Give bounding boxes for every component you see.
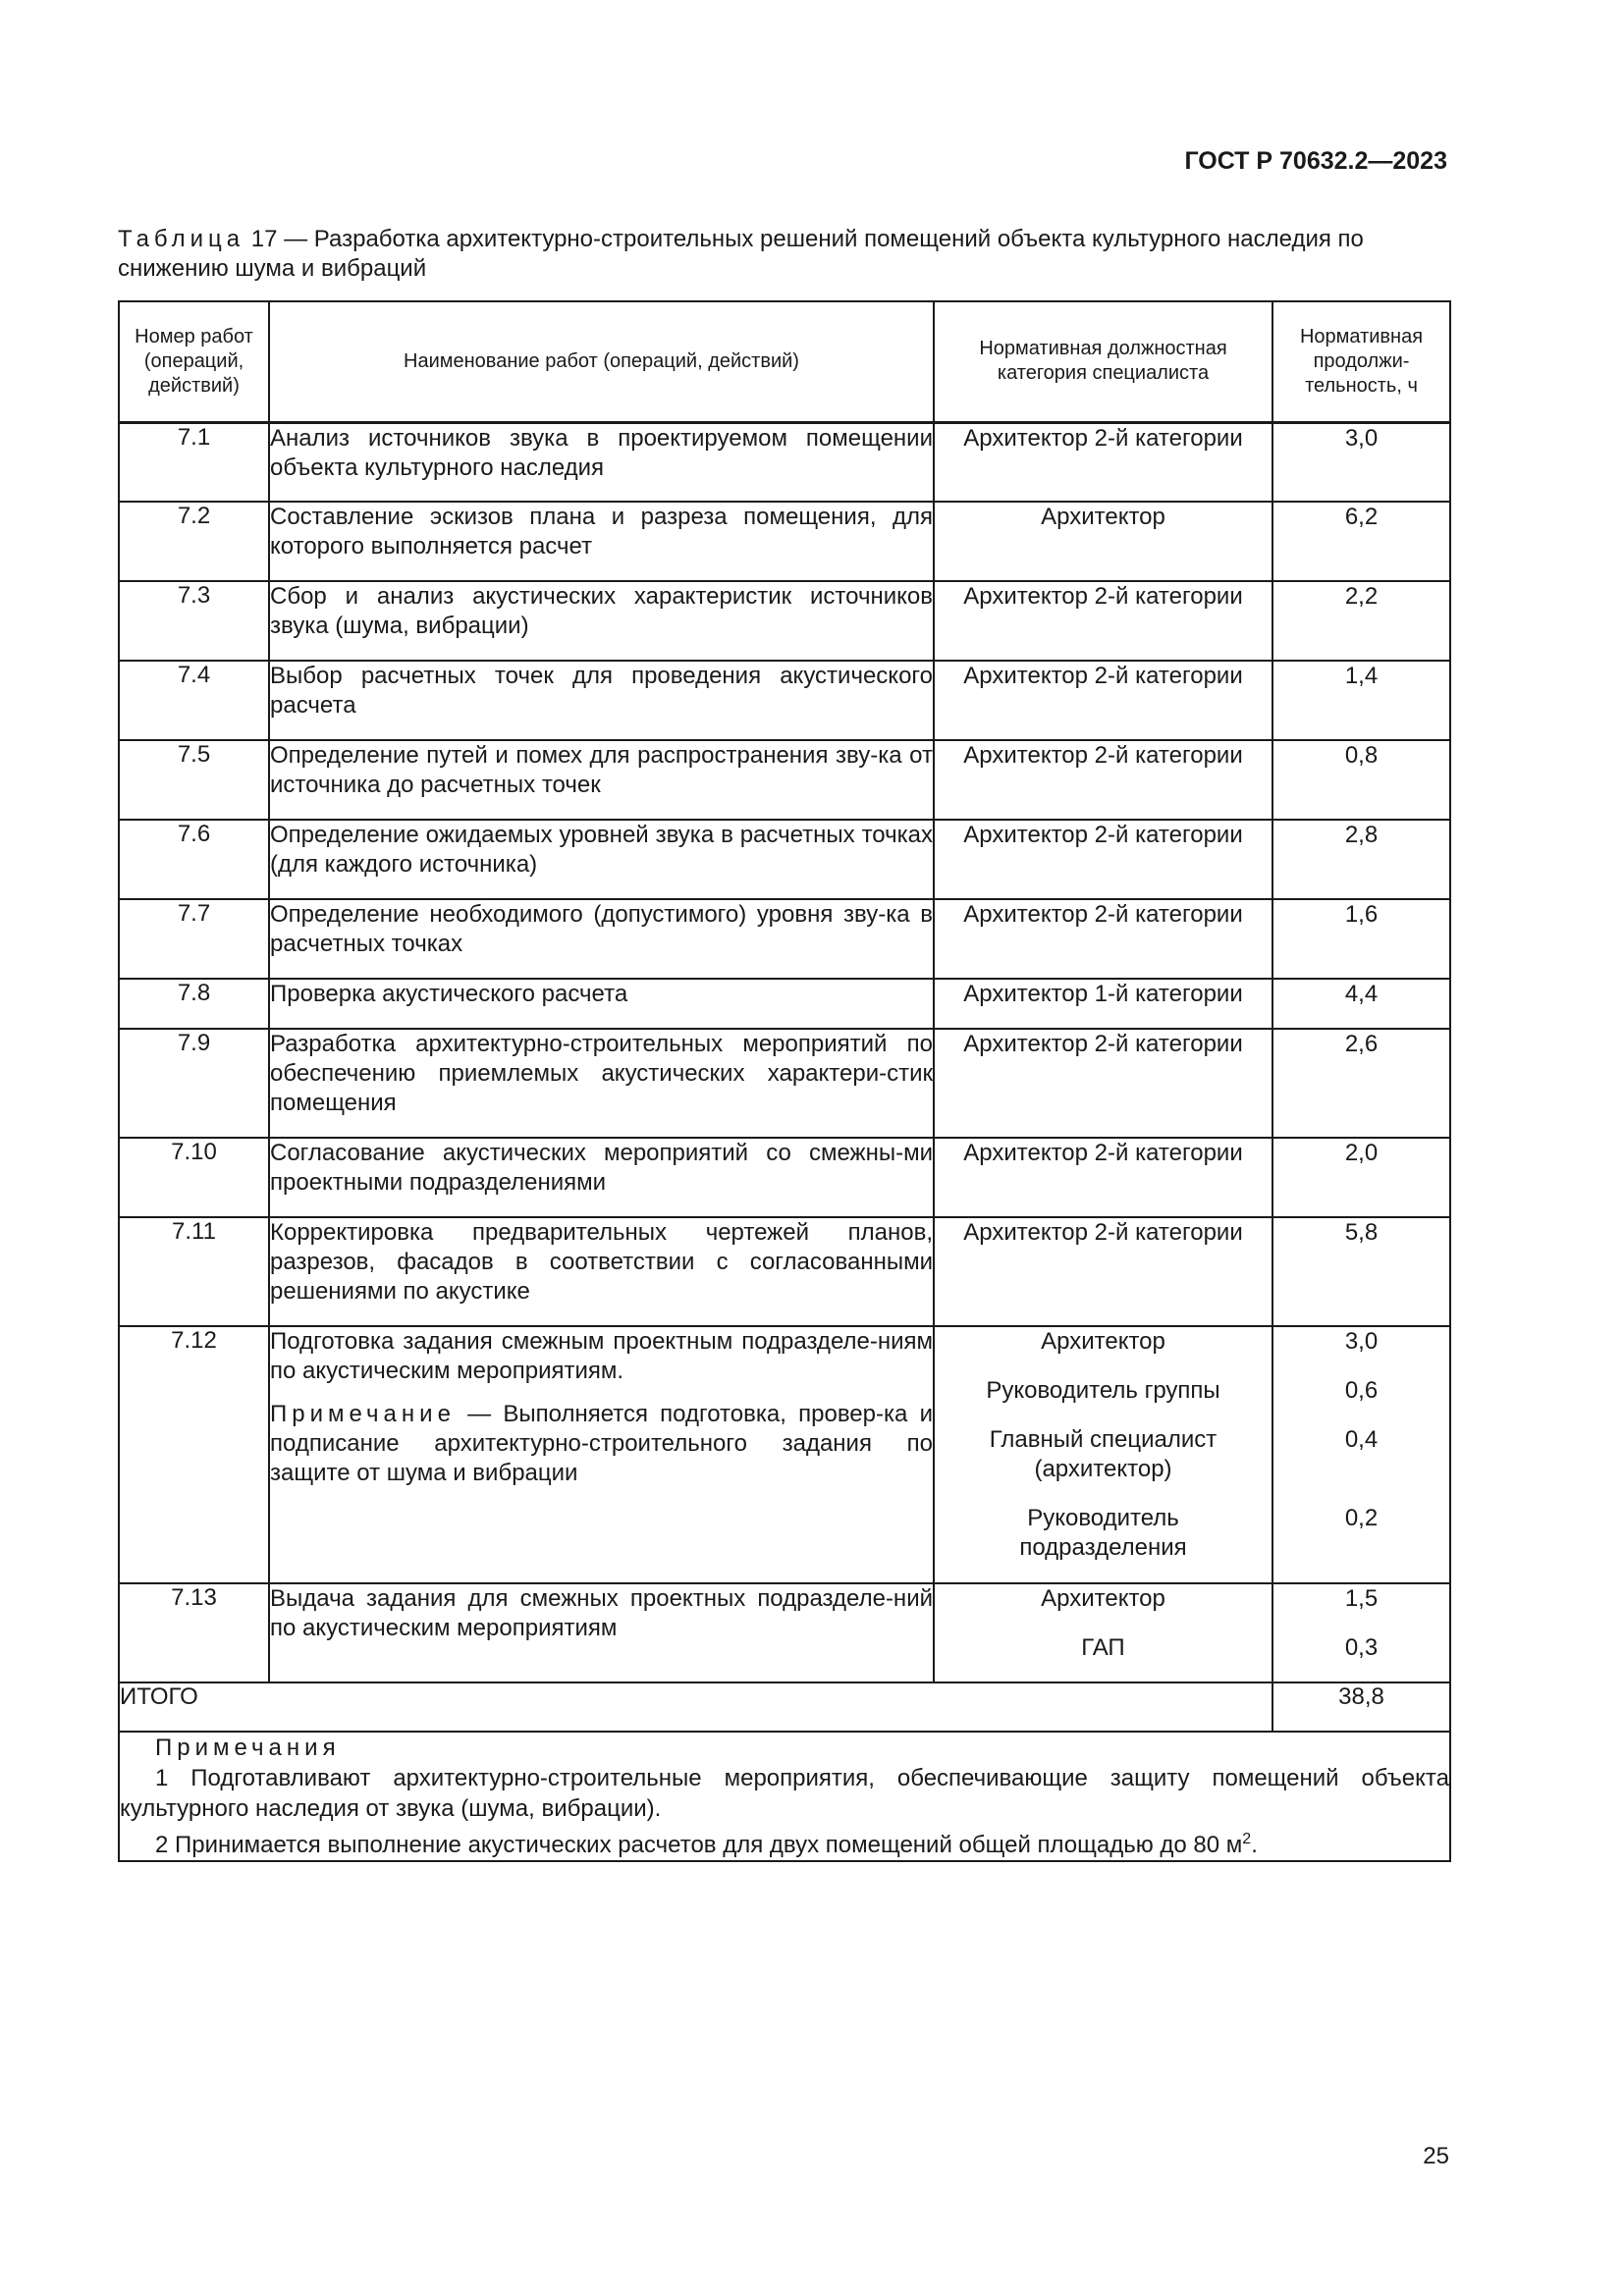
row-category: Архитектор 2-й категории <box>934 581 1272 661</box>
table-row <box>119 1217 1450 1326</box>
row-name: Выдача задания для смежных проектных подразделе-ний по акустическим мероприятиям <box>269 1583 934 1682</box>
row-duration: 3,0 <box>1272 422 1450 502</box>
row-category: Архитектор 1-й категории <box>934 979 1272 1029</box>
sub-category: Архитектор <box>1041 1585 1165 1612</box>
table-row <box>119 661 1450 740</box>
row-duration-list <box>1272 1583 1450 1682</box>
table-row <box>119 979 1450 1029</box>
row-number: 7.7 <box>119 899 269 979</box>
row-duration: 2,8 <box>1272 820 1450 899</box>
table-row-7-13 <box>119 1583 1450 1682</box>
sub-category: ГАП <box>1081 1634 1125 1661</box>
row-name <box>269 1326 934 1583</box>
note-superscript: 2 <box>1242 1831 1252 1847</box>
note-item: 1 Подготавливают архитектурно-строительные мероприятия, обеспечивающие защиту помещений объекта культурного наследия от звука (шума, вибрации). <box>120 1765 1449 1822</box>
row-name: Разработка архитектурно-строительных мероприятий по обеспечению приемлемых акустических характери-стик помещения <box>269 1029 934 1138</box>
row-category: Архитектор 2-й категории <box>934 661 1272 740</box>
row-duration: 0,8 <box>1272 740 1450 820</box>
table-row <box>119 1138 1450 1217</box>
sub-duration: 0,6 <box>1344 1377 1379 1404</box>
sub-category: Архитектор <box>1041 1328 1165 1355</box>
row-duration: 4,4 <box>1272 979 1450 1029</box>
row-note-label: Примечание <box>270 1401 456 1427</box>
header-row <box>119 301 1450 422</box>
row-name: Проверка акустического расчета <box>269 979 934 1029</box>
row-name: Сбор и анализ акустических характеристик источников звука (шума, вибрации) <box>269 581 934 661</box>
sub-duration: 0,3 <box>1344 1634 1379 1661</box>
row-duration: 2,2 <box>1272 581 1450 661</box>
table-row <box>119 899 1450 979</box>
row-number: 7.4 <box>119 661 269 740</box>
row-number: 7.11 <box>119 1217 269 1326</box>
table-row <box>119 581 1450 661</box>
row-duration: 2,0 <box>1272 1138 1450 1217</box>
total-row <box>119 1682 1450 1732</box>
row-number: 7.3 <box>119 581 269 661</box>
row-name: Определение ожидаемых уровней звука в расчетных точках (для каждого источника) <box>269 820 934 899</box>
col-header-category: Нормативная должностная категория специалиста <box>934 301 1272 422</box>
caption-label: Таблица <box>118 226 245 252</box>
row-duration-list <box>1272 1326 1450 1583</box>
col-header-num: Номер работ (операций, действий) <box>119 301 269 422</box>
sub-duration: 0,2 <box>1344 1505 1379 1531</box>
table-row <box>119 1029 1450 1138</box>
table-row <box>119 422 1450 502</box>
row-name: Составление эскизов плана и разреза помещения, для которого выполняется расчет <box>269 502 934 581</box>
sub-duration: 3,0 <box>1344 1328 1379 1355</box>
table-row <box>119 740 1450 820</box>
note-end: . <box>1251 1832 1258 1858</box>
caption-text: 17 — Разработка архитектурно-строительных решений помещений объекта культурного наследия по снижению шума и вибраций <box>118 226 1364 282</box>
row-name: Выбор расчетных точек для проведения акустического расчета <box>269 661 934 740</box>
standard-designation: ГОСТ Р 70632.2—2023 <box>1184 147 1447 175</box>
row-number: 7.9 <box>119 1029 269 1138</box>
row-category: Архитектор <box>934 502 1272 581</box>
notes-row <box>119 1732 1450 1861</box>
col-header-duration: Нормативная продолжи-тельность, ч <box>1272 301 1450 422</box>
table-caption <box>118 225 1449 284</box>
row-name: Согласование акустических мероприятий со смежны-ми проектными подразделениями <box>269 1138 934 1217</box>
col-header-name: Наименование работ (операций, действий) <box>269 301 934 422</box>
row-name: Определение путей и помех для распространения зву-ка от источника до расчетных точек <box>269 740 934 820</box>
sub-category: Главный специалист (архитектор) <box>989 1426 1218 1482</box>
row-duration: 5,8 <box>1272 1217 1450 1326</box>
row-category: Архитектор 2-й категории <box>934 899 1272 979</box>
works-table <box>118 300 1451 1862</box>
row-number: 7.10 <box>119 1138 269 1217</box>
note-item-text: 2 Принимается выполнение акустических расчетов для двух помещений общей площадью до 80 м <box>155 1832 1243 1858</box>
row-category: Архитектор 2-й категории <box>934 820 1272 899</box>
table-row <box>119 502 1450 581</box>
row-duration: 6,2 <box>1272 502 1450 581</box>
row-number: 7.13 <box>119 1583 269 1682</box>
note-item <box>120 1824 1449 1860</box>
sub-duration: 0,4 <box>1344 1426 1379 1453</box>
row-number: 7.12 <box>119 1326 269 1583</box>
sub-category: Руководитель группы <box>986 1377 1220 1404</box>
row-number: 7.5 <box>119 740 269 820</box>
page-number: 25 <box>1423 2143 1449 2169</box>
row-name: Анализ источников звука в проектируемом помещении объекта культурного наследия <box>269 422 934 502</box>
row-name: Определение необходимого (допустимого) уровня зву-ка в расчетных точках <box>269 899 934 979</box>
sub-duration: 1,5 <box>1344 1585 1379 1612</box>
row-category-list <box>934 1326 1272 1583</box>
sub-category: Руководитель подразделения <box>1019 1505 1187 1561</box>
total-value: 38,8 <box>1272 1682 1450 1732</box>
row-duration: 1,4 <box>1272 661 1450 740</box>
row-category: Архитектор 2-й категории <box>934 1217 1272 1326</box>
row-duration: 1,6 <box>1272 899 1450 979</box>
row-number: 7.8 <box>119 979 269 1029</box>
row-number: 7.1 <box>119 422 269 502</box>
row-note-text: — Выполняется подготовка, провер-ка и подписание архитектурно-строительного задания по защите от шума и вибрации <box>270 1401 933 1486</box>
row-name-text: Подготовка задания смежным проектным подразделе-ниям по акустическим мероприятиям. <box>270 1328 933 1384</box>
row-number: 7.2 <box>119 502 269 581</box>
row-number: 7.6 <box>119 820 269 899</box>
notes-title: Примечания <box>155 1735 341 1761</box>
row-category: Архитектор 2-й категории <box>934 1138 1272 1217</box>
row-category: Архитектор 2-й категории <box>934 422 1272 502</box>
total-label: ИТОГО <box>119 1682 1272 1732</box>
row-duration: 2,6 <box>1272 1029 1450 1138</box>
row-category-list <box>934 1583 1272 1682</box>
row-note <box>270 1400 933 1488</box>
table-row-7-12 <box>119 1326 1450 1583</box>
row-category: Архитектор 2-й категории <box>934 740 1272 820</box>
table-row <box>119 820 1450 899</box>
row-name: Корректировка предварительных чертежей планов, разрезов, фасадов в соответствии с согласованными решениями по акустике <box>269 1217 934 1326</box>
table-notes <box>119 1732 1450 1861</box>
row-category: Архитектор 2-й категории <box>934 1029 1272 1138</box>
